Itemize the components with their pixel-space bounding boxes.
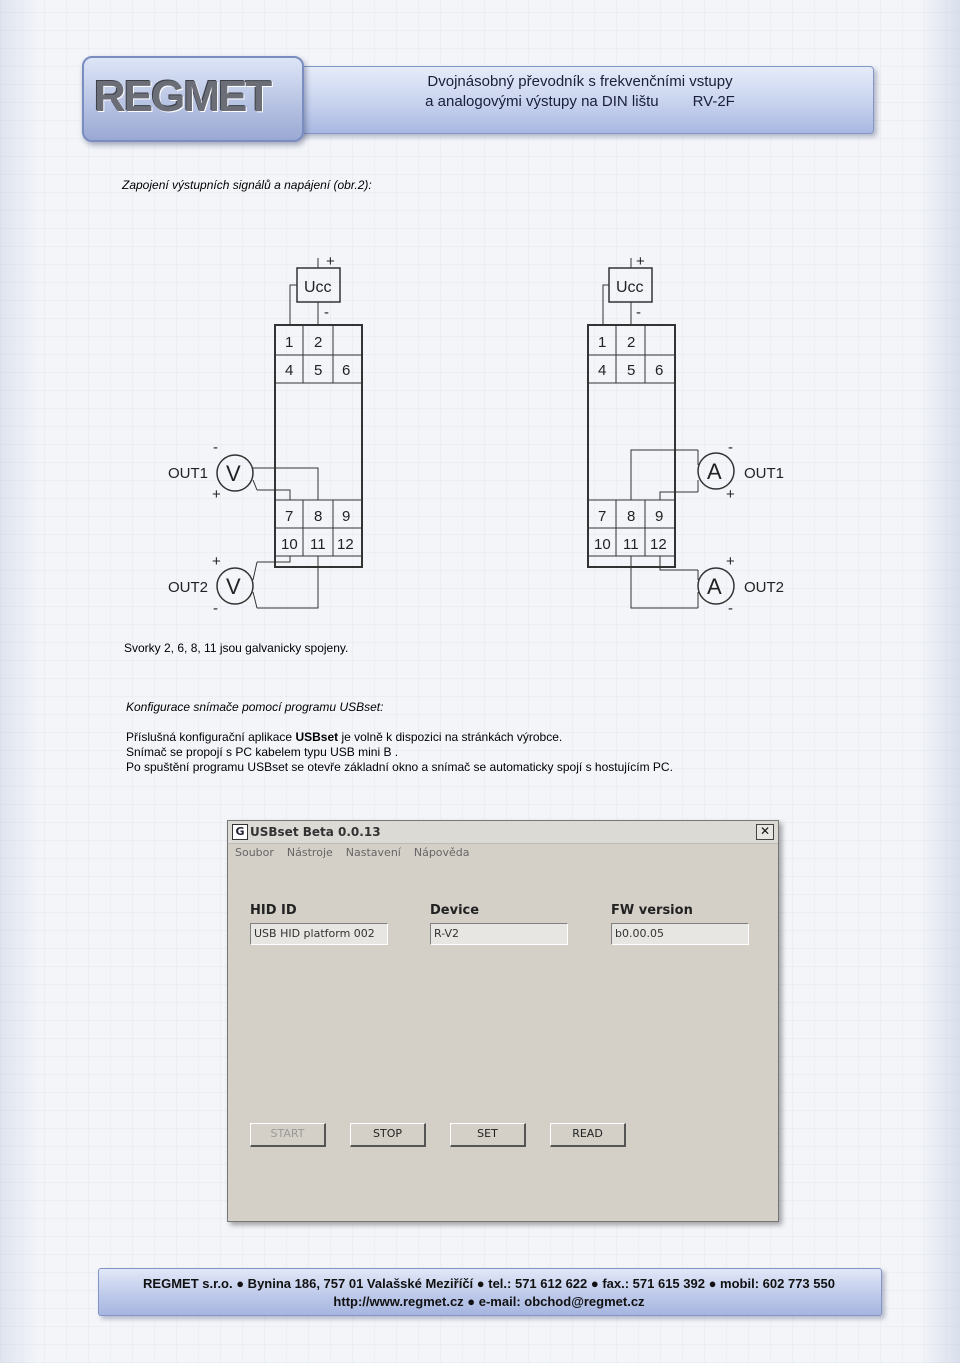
- menu-nastroje[interactable]: Nástroje: [286, 846, 333, 859]
- left-module: [217, 258, 362, 608]
- read-button[interactable]: READ: [550, 1123, 626, 1147]
- left-ucc-label: Ucc: [304, 279, 332, 296]
- right-terminal-12: 12: [650, 536, 667, 553]
- right-terminal-9: 9: [655, 508, 664, 525]
- app-icon: G: [232, 824, 248, 840]
- left-terminal-11: 11: [310, 536, 326, 553]
- wiring-section-heading: Zapojení výstupních signálů a napájení (obr.2):: [122, 178, 372, 192]
- left-out2-plus: +: [212, 553, 221, 570]
- app-titlebar: [228, 821, 778, 844]
- right-terminal-4: 4: [598, 362, 607, 379]
- app-menubar: [235, 846, 470, 859]
- right-ucc-minus: -: [636, 304, 641, 321]
- title-line-2-row: [380, 92, 780, 112]
- fw-version-field[interactable]: b0.00.05: [611, 923, 749, 945]
- config-text-usbset: USBset: [295, 730, 339, 744]
- left-ucc-minus: -: [324, 304, 329, 321]
- left-out1-minus: -: [213, 439, 218, 456]
- left-terminal-2: 2: [314, 334, 323, 351]
- left-out2-label: OUT2: [168, 579, 209, 596]
- left-terminal-1: 1: [285, 334, 294, 351]
- menu-nastaveni[interactable]: Nastavení: [345, 846, 401, 859]
- left-out1-plus: +: [212, 486, 221, 503]
- right-module: [588, 258, 734, 608]
- config-paragraph-1: [126, 730, 562, 745]
- right-terminal-2: 2: [627, 334, 636, 351]
- model-code: RV-2F: [692, 93, 735, 110]
- left-out2-meter-symbol: V: [226, 574, 241, 599]
- terminal-note: Svorky 2, 6, 8, 11 jsou galvanicky spojeny.: [124, 641, 349, 655]
- footer-contact-line: REGMET s.r.o. ● Bynina 186, 757 01 Valašské Meziříčí ● tel.: 571 612 622 ● fax.: 571 615 392 ● mobil: 602 773 550: [143, 1276, 835, 1291]
- document-title: [380, 72, 780, 112]
- right-out2-meter-symbol: A: [707, 574, 722, 599]
- config-text-1b: je volně k dispozici na stránkách výrobce.: [338, 730, 563, 744]
- menu-soubor[interactable]: Soubor: [235, 846, 274, 859]
- left-terminal-10: 10: [281, 536, 298, 553]
- right-out1-meter-symbol: A: [707, 459, 722, 484]
- left-out1-label: OUT1: [168, 465, 209, 482]
- right-out1-label: OUT1: [744, 465, 785, 482]
- device-field[interactable]: R-V2: [430, 923, 568, 945]
- right-ucc-label: Ucc: [616, 279, 644, 296]
- right-out2-minus: -: [728, 600, 733, 617]
- config-paragraph-3: Po spuštění programu USBset se otevře základní okno a snímač se automaticky spojí s hostujícím PC.: [126, 760, 673, 774]
- right-out2-plus: +: [726, 553, 735, 570]
- left-out1-meter-symbol: V: [226, 461, 241, 486]
- right-out2-label: OUT2: [744, 579, 785, 596]
- hid-id-label: HID ID: [250, 903, 297, 918]
- close-button[interactable]: ✕: [756, 824, 774, 840]
- title-line-1: Dvojnásobný převodník s frekvenčními vstupy: [427, 73, 733, 90]
- right-terminal-7: 7: [598, 508, 607, 525]
- right-terminal-5: 5: [627, 362, 636, 379]
- device-label: Device: [430, 903, 480, 918]
- start-button[interactable]: START: [250, 1123, 326, 1147]
- config-paragraph-2: Snímač se propojí s PC kabelem typu USB mini B .: [126, 745, 399, 759]
- left-terminal-6: 6: [342, 362, 351, 379]
- wiring-diagram: [0, 240, 960, 620]
- left-out2-minus: -: [213, 600, 218, 617]
- stop-button[interactable]: STOP: [350, 1123, 426, 1147]
- left-terminal-4: 4: [285, 362, 294, 379]
- right-terminal-1: 1: [598, 334, 607, 351]
- left-ucc-plus: +: [326, 253, 335, 270]
- right-terminal-10: 10: [594, 536, 611, 553]
- right-terminal-11: 11: [623, 536, 639, 553]
- menu-napoveda[interactable]: Nápověda: [413, 846, 470, 859]
- usbset-app-window: [227, 820, 779, 1222]
- config-section-heading: Konfigurace snímače pomocí programu USBset:: [126, 700, 384, 714]
- left-terminal-5: 5: [314, 362, 323, 379]
- right-ucc-plus: +: [636, 253, 645, 270]
- right-terminal-8: 8: [627, 508, 636, 525]
- left-terminal-8: 8: [314, 508, 323, 525]
- left-terminal-9: 9: [342, 508, 351, 525]
- fw-version-label: FW version: [611, 903, 693, 918]
- right-out1-plus: +: [726, 486, 735, 503]
- title-line-2: a analogovými výstupy na DIN lištu: [425, 93, 659, 110]
- left-terminal-12: 12: [337, 536, 354, 553]
- footer-web-line: http://www.regmet.cz ● e-mail: obchod@regmet.cz: [333, 1294, 645, 1309]
- right-terminal-6: 6: [655, 362, 664, 379]
- config-text-1a: Příslušná konfigurační aplikace: [126, 730, 296, 744]
- hid-id-field[interactable]: USB HID platform 002: [250, 923, 388, 945]
- right-out1-minus: -: [728, 439, 733, 456]
- left-terminal-7: 7: [285, 508, 294, 525]
- logo-text: REGMET: [94, 72, 271, 121]
- set-button[interactable]: SET: [450, 1123, 526, 1147]
- app-title: USBset Beta 0.0.13: [250, 825, 381, 839]
